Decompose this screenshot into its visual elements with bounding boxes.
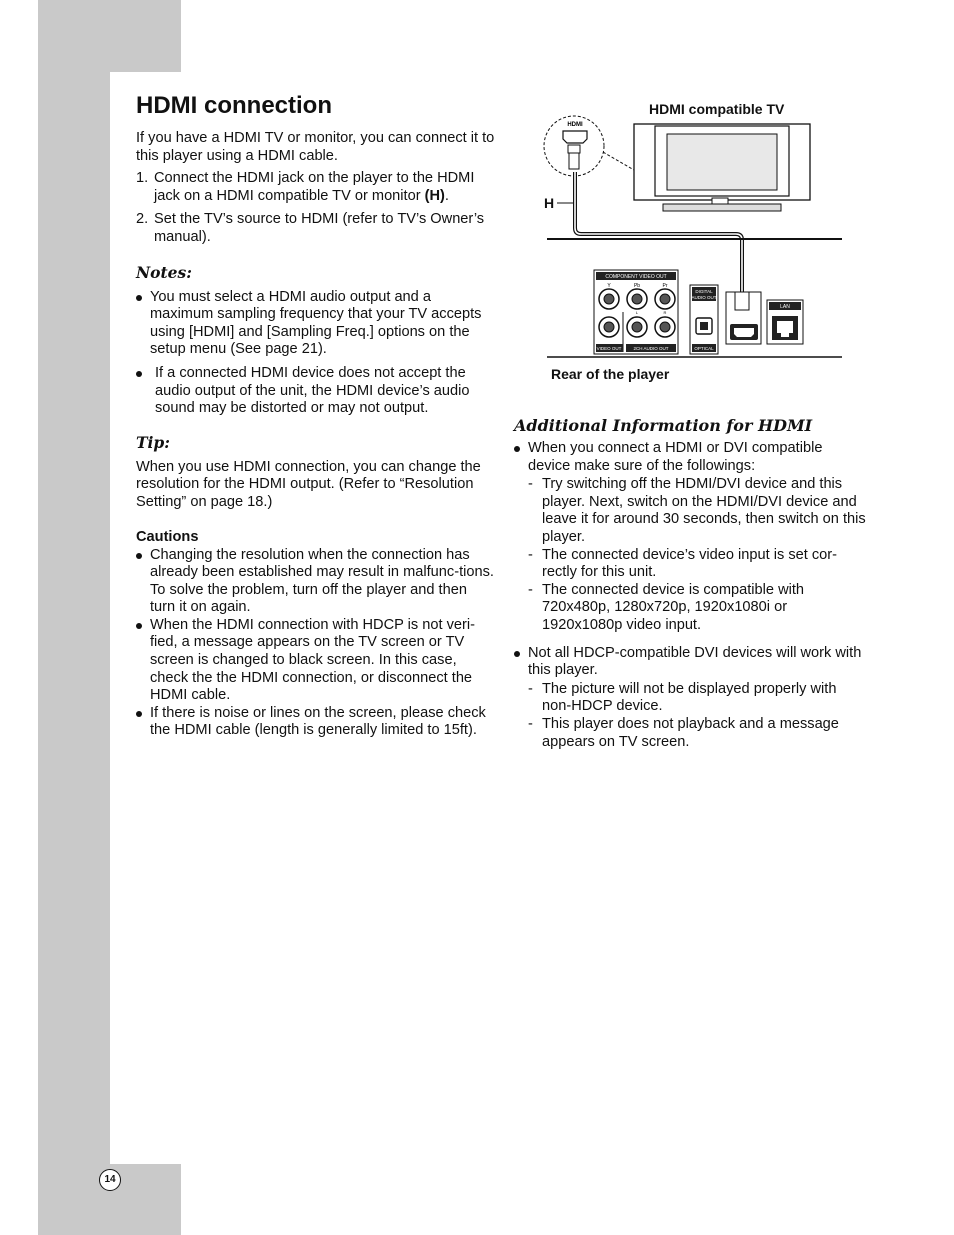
digital-label: DIGITAL (695, 289, 713, 294)
r-label: R (663, 310, 667, 315)
step-text: Set the TV’s source to HDMI (refer to TV’s Owner’s manual). (154, 211, 485, 245)
info-subtext: This player does not playback and a message appears on TV screen. (542, 715, 839, 750)
caution-text: If there is noise or lines on the screen, please check the HDMI cable (length is generally limited to 15ft). (150, 704, 486, 739)
step-item (136, 170, 496, 205)
margin-tab-top (38, 0, 181, 72)
info-sublist (528, 476, 866, 634)
info-subitem (528, 716, 866, 751)
info-sublist (528, 681, 866, 751)
cautions-heading: Cautions (136, 528, 199, 545)
step-end: . (444, 187, 449, 204)
rear-panel (594, 270, 803, 354)
note-item (136, 365, 496, 418)
margin-tab-bottom (110, 1164, 181, 1235)
l-label: L (635, 310, 639, 315)
dash-icon: - (528, 715, 533, 732)
connection-diagram (538, 110, 848, 360)
step-emphasis: (H) (424, 187, 445, 204)
tv-illustration (634, 124, 810, 211)
additional-info-list (514, 440, 866, 751)
page-title: HDMI connection (136, 92, 332, 119)
y-label: Y (607, 283, 611, 289)
info-subitem (528, 476, 866, 546)
dash-icon: - (528, 581, 533, 598)
intro-text: If you have a HDMI TV or monitor, you can connect it to this player using a HDMI cable. (136, 130, 495, 164)
page-number: 14 (99, 1169, 121, 1191)
info-subtext: Try switching off the HDMI/DVI device and this player. Next, switch on the HDMI/DVI device and leave it for around 30 seconds, then switch on this player. (542, 476, 866, 545)
hdmi-jack-callout (544, 116, 634, 176)
bullet-icon (514, 651, 520, 657)
margin-tab-side (38, 72, 110, 1235)
info-subitem (528, 582, 866, 635)
info-subtext: The connected device’s video input is set cor-rectly for this unit. (542, 546, 838, 581)
right-column (514, 416, 866, 761)
caution-text: When the HDMI connection with HDCP is not veri-fied, a message appears on the TV screen or TV screen is changed to black screen. In this case, check the the HDMI connection, or disconnect the HDMI cable. (150, 616, 475, 704)
dash-icon: - (528, 546, 533, 563)
bullet-icon (136, 371, 142, 377)
bullet-icon (136, 711, 142, 717)
info-item (514, 440, 866, 635)
step-text: Connect the HDMI jack on the player to the HDMI jack on a HDMI compatible TV or monitor (154, 170, 475, 204)
pb-label: Pb (633, 283, 641, 289)
caution-item (136, 705, 496, 740)
rear-label: Rear of the player (551, 366, 670, 382)
caution-text: Changing the resolution when the connection has already been established may result in malfunc-tions. To solve the problem, turn off the player and then turn it on again. (150, 546, 494, 616)
pr-label: Pr (662, 283, 668, 289)
info-subtext: The connected device is compatible with 720x480p, 1280x720p, 1920x1080i or 1920x1080p video input. (542, 581, 805, 633)
bullet-icon (136, 623, 142, 629)
2ch-audio-label: 2CH AUDIO OUT (633, 346, 669, 351)
info-subitem (528, 547, 866, 582)
step-number: 1. (136, 170, 149, 187)
step-number: 2. (136, 211, 149, 228)
audio-out-label: AUDIO OUT (691, 295, 717, 300)
note-text: You must select a HDMI audio output and a maximum sampling frequency that your TV accepts using [HDMI] and [Sampling Freq.] options on the setup menu (See page 21). (150, 288, 482, 358)
caution-item (136, 617, 496, 705)
optical-label: OPTICAL (694, 346, 714, 351)
lan-label: LAN (780, 304, 790, 310)
hdmi-jack-label: HDMI (567, 122, 583, 128)
info-text: Not all HDCP-compatible DVI devices will work with this player. (528, 644, 862, 679)
cautions-list (136, 547, 496, 741)
steps-list (136, 170, 496, 246)
cable-label: H (544, 195, 555, 211)
left-column (136, 92, 496, 740)
bullet-icon (136, 295, 142, 301)
dash-icon: - (528, 476, 533, 493)
step-item (136, 211, 496, 246)
bullet-icon (136, 553, 142, 559)
bullet-icon (514, 446, 520, 452)
tip-heading: Tip: (136, 432, 170, 452)
caution-item (136, 547, 496, 617)
tip-text: When you use HDMI connection, you can change the resolution for the HDMI output. (Refer to “Resolution Setting” on page 18.) (136, 458, 481, 510)
info-subitem (528, 681, 866, 716)
dash-icon: - (528, 680, 533, 697)
note-item (136, 289, 496, 359)
additional-info-heading: Additional Information for HDMI (514, 416, 813, 435)
component-video-label: COMPONENT VIDEO OUT (605, 274, 667, 280)
notes-list (136, 289, 496, 418)
note-text: If a connected HDMI device does not accept the audio output of the unit, the HDMI device’s audio sound may be distorted or may not output. (155, 364, 470, 417)
info-item (514, 645, 866, 752)
info-subtext: The picture will not be displayed properly with non-HDCP device. (542, 680, 837, 715)
tv-label: HDMI compatible TV (649, 101, 785, 117)
info-text: When you connect a HDMI or DVI compatible device make sure of the followings: (528, 440, 823, 474)
video-out-label: VIDEO OUT (596, 346, 622, 351)
notes-heading: Notes: (136, 262, 192, 282)
